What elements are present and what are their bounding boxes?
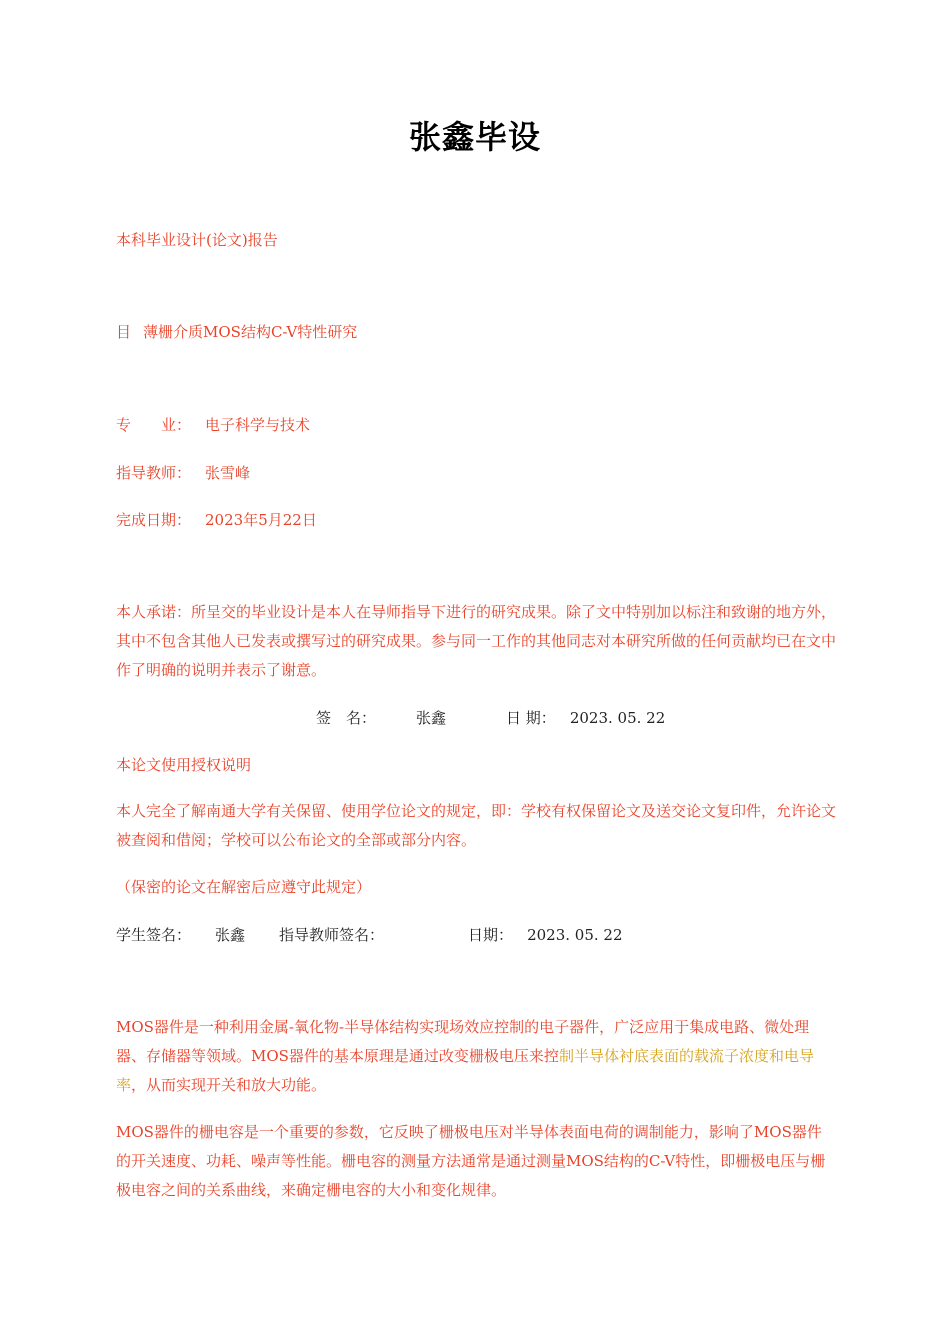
declaration-signature-line [316,708,665,728]
declaration-paragraph: 本人承诺：所呈交的毕业设计是本人在导师指导下进行的研究成果。除了文中特别加以标注和致谢的地方外，其中不包含其他人已发表或撰写过的研究成果。参与同一工作的其他同志对本研究所做的任何贡献均已在文中作了明确的说明并表示了谢意。 [116,603,837,679]
major-label: 专 业： [116,416,192,434]
advisor-sign-label: 指导教师签名： [279,926,385,944]
major-line [116,415,310,435]
document-title: 张鑫毕设 [408,118,541,156]
date-value: 2023年5月22日 [205,511,317,529]
advisor-line [116,463,250,483]
body-paragraph-2: MOS器件的栅电容是一个重要的参数，它反映了栅极电压对半导体表面电荷的调制能力，影响了MOS器件的开关速度、功耗、噪声等性能。栅电容的测量方法通常是通过测量MOS结构的C-V特性，即栅极电压与栅极电容之间的关系曲线，来确定栅电容的大小和变化规律。 [116,1123,826,1199]
body-paragraph-1 [116,1013,836,1100]
sign-date-label: 日 期： [506,709,556,727]
sign-name: 张鑫 [416,709,447,727]
authorization-paragraph: 本人完全了解南通大学有关保留、使用学位论文的规定，即：学校有权保留论文及送交论文复印件，允许论文被查阅和借阅；学校可以公布论文的全部或部分内容。 [116,802,837,849]
advisor-value: 张雪峰 [205,464,251,482]
topic-label: 目 [116,323,132,341]
confidential-note: （保密的论文在解密后应遵守此规定） [116,878,372,896]
topic-text: 薄栅介质MOS结构C-V特性研究 [143,323,358,341]
topic-line [116,322,357,342]
major-value: 电子科学与技术 [205,416,311,434]
auth-date-label: 日期： [468,926,514,944]
date-label: 完成日期： [116,511,192,529]
authorization-signature-line [116,925,622,945]
p1-tail-text: ，从而实现开关和放大功能。 [131,1076,327,1094]
sign-date: 2023. 05. 22 [569,709,666,727]
advisor-label: 指导教师： [116,464,192,482]
report-type: 本科毕业设计(论文)报告 [116,231,278,249]
date-line [116,510,317,530]
authorization-heading: 本论文使用授权说明 [116,756,252,774]
p1-highlight-text: 制半导体衬底表面的载流子浓度和电导率 [116,1047,814,1094]
student-sign-label: 学生签名： [116,926,192,944]
student-sign: 张鑫 [215,926,246,944]
sign-label: 签 名： [316,709,377,727]
auth-date: 2023. 05. 22 [527,926,623,944]
p1-red-text: MOS器件是一种利用金属-氧化物-半导体结构实现场效应控制的电子器件，广泛应用于集成电路、微处理器、存储器等领域。MOS器件的基本原理是通过改变栅极电压来控 [116,1018,810,1065]
